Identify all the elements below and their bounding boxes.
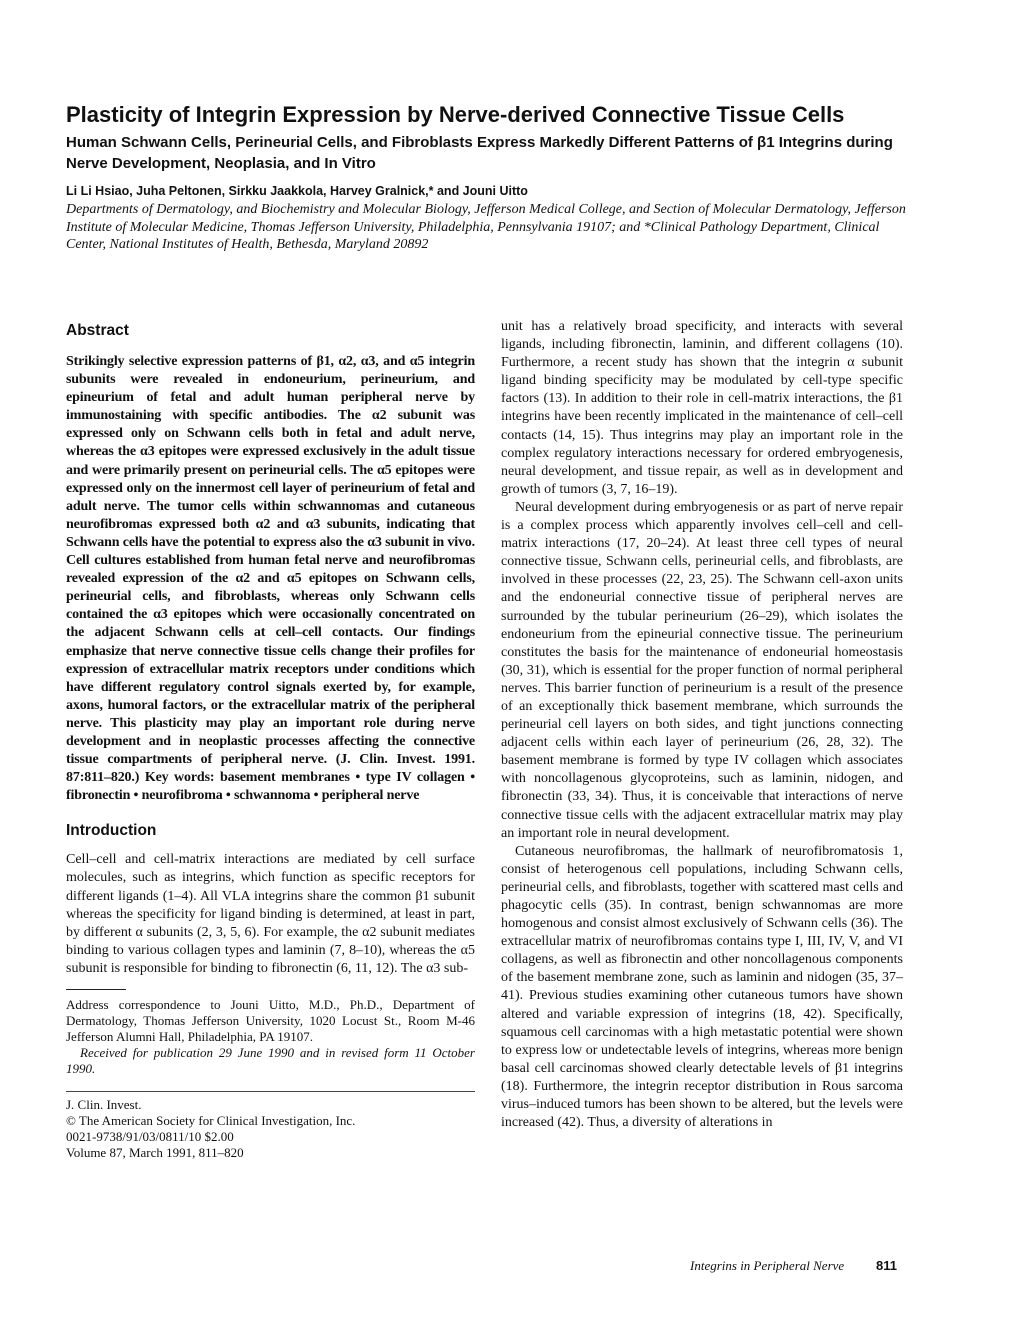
right-column [501,318,903,1132]
volume-line: Volume 87, March 1991, 811–820 [66,1145,244,1160]
issn-line: 0021-9738/91/03/0811/10 $2.00 [66,1129,234,1144]
journal-info-divider [66,1091,475,1092]
article-subtitle: Human Schwann Cells, Perineurial Cells, and Fibroblasts Express Markedly Different Patterns of β1 Integrins during Nerve Development, Neoplasia, and In Vitro [66,134,893,172]
author-affiliations: Departments of Dermatology, and Biochemistry and Molecular Biology, Jefferson Medical College, and Section of Molecular Dermatology, Jefferson Institute of Molecular Medicine, Thomas Jefferson University, Philadelphia, Pennsylvania 19107; and *Clinical Pathology Department, Clinical Center, National Institutes of Health, Bethesda, Maryland 20892 [66,202,906,252]
article-title: Plasticity of Integrin Expression by Nerve-derived Connective Tissue Cells [66,102,845,127]
introduction-paragraph-1: Cell–cell and cell-matrix interactions are mediated by cell surface molecules, such as integrins, which function as specific receptors for different ligands (1–4). All VLA integrins share the common β1 subunit whereas the specificity for ligand binding is determined, at least in part, by different α subunits (2, 3, 5, 6). For example, the α2 subunit mediates binding to various collagen types and laminin (7, 8–10), whereas the α5 subunit is responsible for binding to fibronectin (6, 11, 12). The α3 sub- [66,852,475,976]
correspondence-footnote: Address correspondence to Jouni Uitto, M.D., Ph.D., Department of Dermatology, Thomas Jefferson University, 1020 Locust St., Room M-46 Jefferson Alumni Hall, Philadelphia, PA 19107. [66,997,475,1044]
author-list: Li Li Hsiao, Juha Peltonen, Sirkku Jaakkola, Harvey Gralnick,* and Jouni Uitto [66,184,528,198]
journal-name: J. Clin. Invest. [66,1097,142,1112]
journal-info [66,1097,475,1161]
abstract-text: Strikingly selective expression patterns of β1, α2, α3, and α5 integrin subunits were revealed in endoneurium, perineurium, and epineurium of fetal and adult human peripheral nerve by immunostaining with specific antibodies. The α2 subunit was expressed only on Schwann cells both in fetal and adult nerve, whereas the α3 epitopes were expressed exclusively in the adult tissue and were primarily present on perineurial cells. The α5 epitopes were expressed only on the innermost cell layer of perineurium of fetal and adult nerve. The tumor cells within schwannomas and cutaneous neurofibromas expressed both α2 and α3 subunits, indicating that Schwann cells have the potential to express also the α3 subunit in vivo. Cell cultures established from human fetal nerve and neurofibromas revealed expression of the α2 and α5 epitopes on Schwann cells, perineurial cells, and fibroblasts, whereas only Schwann cells contained the α3 epitopes which were occasionally concentrated on the adjacent Schwann cells at cell–cell contacts. Our findings emphasize that nerve connective tissue cells change their profiles for expression of extracellular matrix receptors under conditions which have different regulatory control signals exerted by, for example, axons, humoral factors, or the extracellular matrix of the peripheral nerve. This plasticity may play an important role during nerve development and in neoplastic processes affecting the connective tissue compartments of peripheral nerve. (J. Clin. Invest. 1991. 87:811–820.) Key words: basement membranes • type IV collagen • fibronectin • neurofibroma • schwannoma • peripheral nerve [66,354,475,804]
running-footer-title: Integrins in Peripheral Nerve [690,1258,845,1273]
introduction-paragraph-2: unit has a relatively broad specificity, and interacts with several ligands, including fibronectin, laminin, and different collagens (10). Furthermore, a recent study has shown that the integrin α subunit ligand binding specificity may be modulated by cell-type specific factors (13). In addition to their role in cell-matrix interactions, the β1 integrins have been recently implicated in the maintenance of cell–cell contacts (14, 15). Thus integrins may play an important role in the complex regulatory interactions necessary for ordered embryogenesis, neural development, and tissue repair, as well as in development and growth of tumors (3, 7, 16–19). [501,319,903,497]
abstract-heading: Abstract [66,322,129,339]
introduction-heading: Introduction [66,822,157,840]
page-number: 811 [876,1258,897,1273]
left-column [66,318,475,1161]
introduction-paragraph-3: Neural development during embryogenesis or as part of nerve repair is a complex process which apparently involves cell–cell and cell-matrix interactions (17, 20–24). At least three cell types of neural connective tissue, Schwann cells, perineurial cells, and fibroblasts, are involved in these processes (22, 23, 25). The Schwann cell-axon units and the endoneurial connective tissue of peripheral nerves are surrounded by the tubular perineurium (26–29), which isolates the endoneurium from the epineurial connective tissue. The perineurium constitutes the basis for the maintenance of endoneurial homeostasis (30, 31), which is essential for the proper function of normal peripheral nerves. This barrier function of perineurium is a result of the presence of an exceptionally thick basement membrane, which surrounds the perineurial cell layers on both sides, and tight junctions connecting adjacent cells within each layer of perineurium (26, 28, 32). The basement membrane is formed by type IV collagen which associates with noncollagenous glycoproteins, such as laminin, nidogen, and fibronectin (33, 34). Thus, it is conceivable that interactions of nerve connective tissue cells with the adjacent extracellular matrix may play an important role in neural development. [501,499,903,841]
received-date-footnote: Received for publication 29 June 1990 and in revised form 11 October 1990. [66,1045,475,1076]
footnote-divider [66,989,126,990]
introduction-paragraph-4: Cutaneous neurofibromas, the hallmark of neurofibromatosis 1, consist of heterogenous cell populations, including Schwann cells, perineurial cells, and fibroblasts, together with scattered mast cells and phagocytic cells (35). In contrast, benign schwannomas are more homogenous and consist almost exclusively of Schwann cells (36). The extracellular matrix of neurofibromas contains type I, III, IV, V, and VI collagens, as well as fibronectin and other noncollagenous components of the basement membrane zone, such as laminin and nidogen (35, 37–41). Previous studies examining other cutaneous tumors have shown altered and variable expression of integrins (18, 42). Specifically, squamous cell carcinomas with a high metastatic potential were shown to express low or undetectable levels of integrins, whereas more benign basal cell carcinomas showed clearly detectable levels of β1 integrins (18). Furthermore, the integrin receptor distribution in Rous sarcoma virus–induced tumors has been shown to be altered, but the levels were increased (42). Thus, a diversity of alterations in [501,843,903,1131]
copyright-line: © The American Society for Clinical Investigation, Inc. [66,1113,356,1128]
